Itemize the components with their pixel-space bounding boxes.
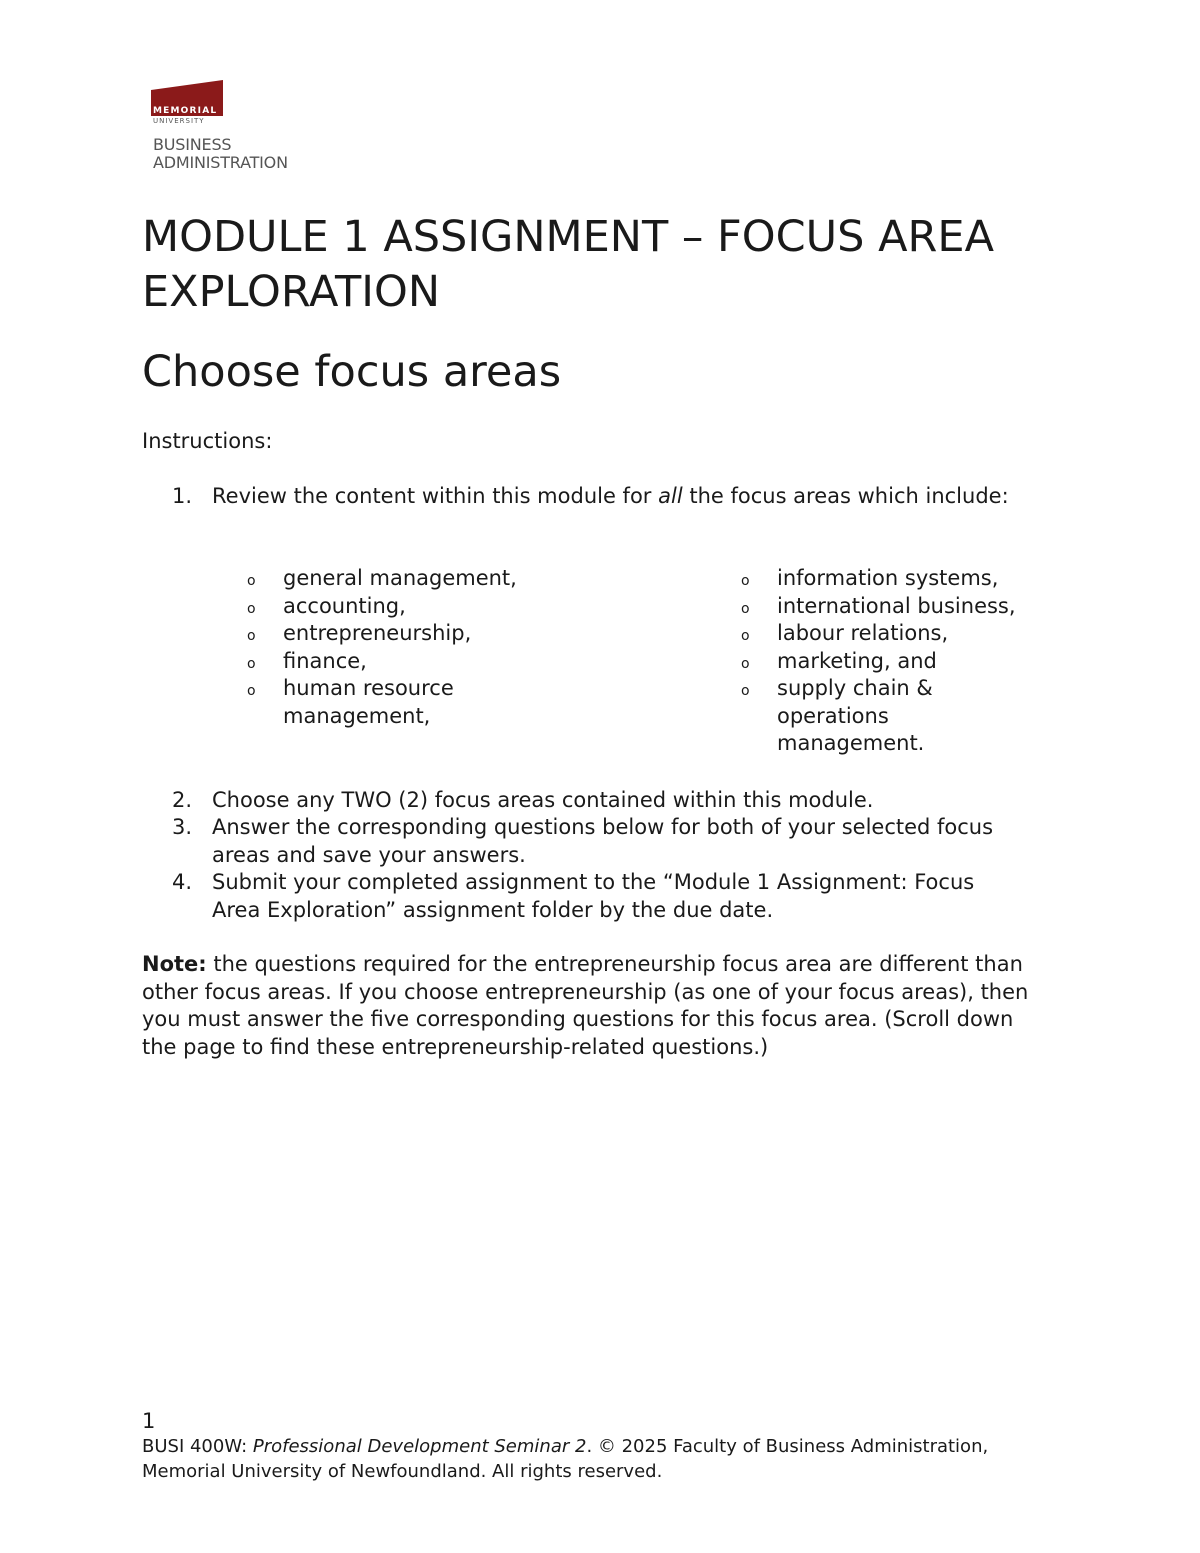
logo-wordmark-top: MEMORIAL	[153, 106, 218, 116]
document-title: MODULE 1 ASSIGNMENT – FOCUS AREA EXPLORATION	[142, 212, 994, 317]
list-item: o marketing, and	[741, 648, 1041, 676]
bullet-icon: o	[741, 628, 750, 644]
course-title: Professional Development Seminar 2	[252, 1436, 587, 1457]
page-number: 1	[142, 1409, 156, 1433]
logo-wordmark-bottom: UNIVERSITY	[153, 117, 205, 125]
bullet-icon: o	[247, 628, 256, 644]
page-footer: BUSI 400W: Professional Development Seminar 2. © 2025 Faculty of Business Administration, Memorial University of Newfoundland. All rights reserved.	[142, 1436, 989, 1482]
bullet-icon: o	[247, 655, 256, 672]
list-item: o finance,	[247, 648, 547, 676]
focus-areas-list-right	[741, 565, 1041, 758]
bullet-icon: o	[247, 600, 256, 617]
list-item: o information systems,	[741, 565, 1097, 593]
instruction-step-3	[172, 814, 1032, 869]
instruction-step-4	[172, 869, 1032, 924]
section-heading: Choose focus areas	[142, 347, 562, 397]
step-number: 3.	[172, 815, 193, 839]
step-text: Submit your completed assignment to the “Module 1 Assignment: Focus Area Exploration” assignment folder by the due date.	[212, 870, 975, 922]
bullet-icon: o	[741, 573, 750, 589]
list-item: o supply chain & operations management.	[741, 676, 933, 755]
logo-department	[153, 136, 288, 172]
note-text: the questions required for the entrepreneurship focus area are different than other focus areas. If you choose entrepreneurship (as one of your focus areas), then you must answer the five corresponding questions for this focus area. (Scroll down the page to find these entrepreneurship-related questions.)	[142, 952, 1029, 1059]
logo-dept-line2: ADMINISTRATION	[153, 153, 288, 172]
logo-dept-line1: BUSINESS	[153, 135, 232, 154]
step-text: Review the content within this module for all the focus areas which include:	[212, 484, 1009, 508]
step-number: 1.	[172, 484, 193, 508]
bullet-icon: o	[741, 600, 750, 617]
logo-mark-icon	[151, 80, 225, 125]
step-number: 2.	[172, 788, 193, 812]
note-label: Note:	[142, 952, 207, 976]
bullet-icon: o	[741, 655, 750, 672]
instructions-label: Instructions:	[142, 429, 273, 453]
step-text: Answer the corresponding questions below for both of your selected focus areas and save your answers.	[212, 815, 994, 867]
bullet-icon: o	[741, 683, 750, 699]
step-text: Choose any TWO (2) focus areas contained within this module.	[212, 788, 874, 812]
bullet-icon: o	[247, 573, 256, 589]
list-item: o labour relations,	[741, 620, 1041, 648]
list-item: o international business,	[741, 593, 1097, 621]
instruction-step-2	[172, 787, 1032, 815]
bullet-icon: o	[247, 683, 256, 699]
emphasis-text: all	[658, 484, 683, 508]
university-logo	[151, 80, 321, 175]
list-item: o accounting,	[247, 593, 547, 621]
list-item: o general management,	[247, 565, 547, 593]
step-number: 4.	[172, 870, 193, 894]
list-item: o entrepreneurship,	[247, 620, 547, 648]
instruction-step-1	[172, 483, 1032, 511]
focus-areas-list-left	[247, 565, 547, 730]
list-item: o human resource management,	[247, 676, 454, 728]
note-paragraph	[142, 951, 1042, 1061]
